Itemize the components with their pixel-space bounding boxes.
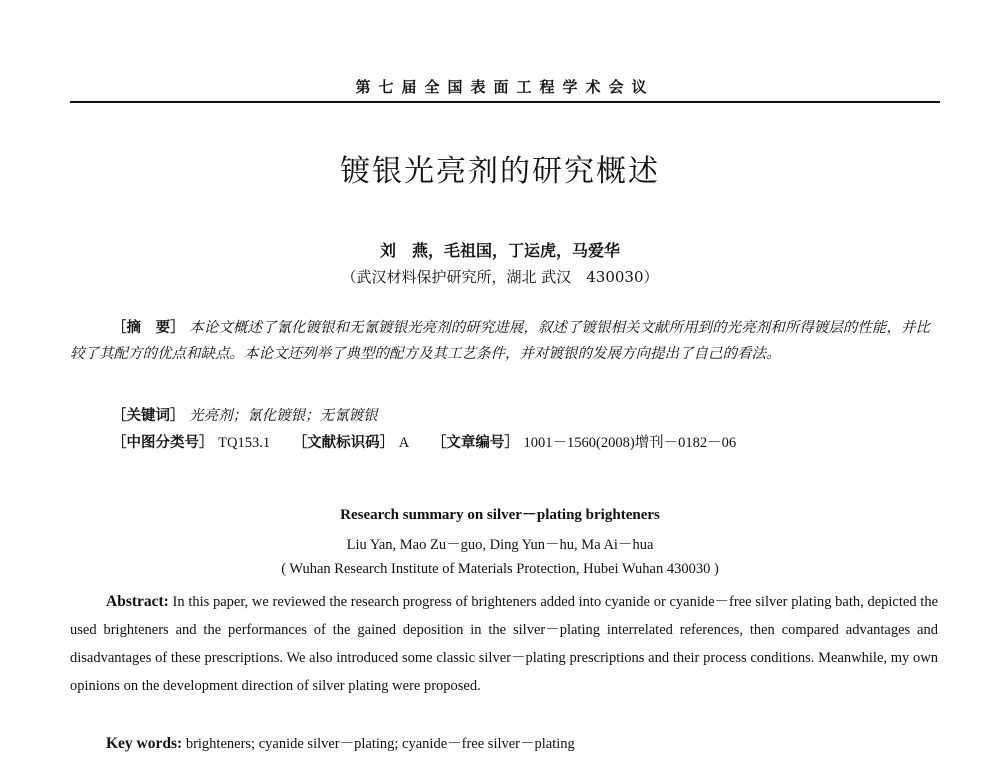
article-number-value: 1001－1560(2008)增刊－0182－06 (523, 435, 737, 451)
article-number-label: ［文章编号］ (431, 435, 519, 451)
keywords-label: ［关键词］ (112, 408, 185, 424)
english-keywords-text: brighteners; cyanide silver－plating; cyanide－free silver－plating (185, 736, 575, 752)
author-list: 刘 燕，毛祖国，丁运虎，马爱华 (379, 241, 620, 260)
keywords-text: 光亮剂；氰化镀银；无氰镀银 (189, 408, 378, 424)
affiliation: （武汉材料保护研究所，湖北 武汉 430030） (341, 268, 659, 286)
paper-title: 镀银光亮剂的研究概述 (340, 154, 660, 189)
keywords-chinese (112, 404, 932, 428)
english-abstract-label: Abstract: (106, 593, 169, 610)
english-authors: Liu Yan, Mao Zu－guo, Ding Yun－hu, Ma Ai－hua (346, 537, 654, 553)
english-affiliation: ( Wuhan Research Institute of Materials Protection, Hubei Wuhan 430030 ) (281, 561, 719, 577)
doc-code-value: A (398, 435, 410, 451)
abstract-chinese (70, 315, 930, 367)
classification-line (112, 431, 942, 455)
header-divider (70, 101, 940, 103)
abstract-english (70, 588, 938, 700)
conference-header: 第七届全国表面工程学术会议 (355, 78, 655, 96)
doc-code-label: ［文献标识码］ (292, 435, 395, 451)
abstract-label: ［摘 要］ (112, 320, 185, 336)
abstract-text: 本论文概述了氰化镀银和无氰镀银光亮剂的研究进展，叙述了镀银相关文献所用到的光亮剂和所得镀层的性能，并比较了其配方的优点和缺点。本论文还列举了典型的配方及其工艺条件，并对镀银的发展方向提出了自己的看法。 (70, 320, 931, 362)
english-keywords-label: Key words: (106, 735, 183, 752)
keywords-english (106, 733, 936, 755)
english-abstract-text: In this paper, we reviewed the research progress of brighteners added into cyanide or cyanide－free silver plating bath, depicted the used brighteners and the performances of the gained deposition in the silver－plating interrelated references, then compared advantages and disadvantages of these prescriptions. We also introduced some classic silver－plating prescriptions and their process conditions. Meanwhile, my own opinions on the development direction of silver plating were proposed. (70, 594, 938, 694)
english-title: Research summary on silver－plating brighteners (340, 507, 660, 523)
clc-value: TQ153.1 (218, 435, 271, 451)
clc-label: ［中图分类号］ (112, 435, 214, 451)
